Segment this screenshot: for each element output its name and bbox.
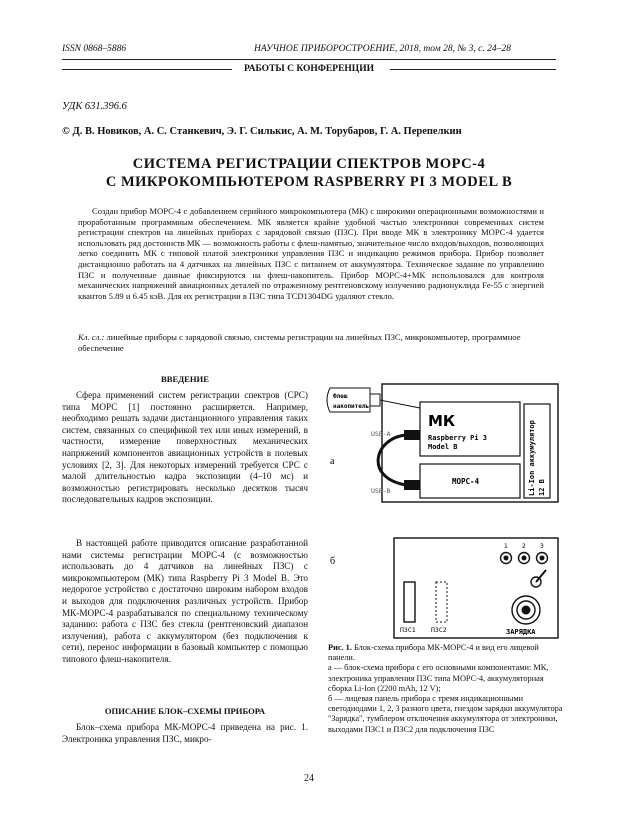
abstract: Создан прибор МОРС-4 с добавлением серийного микрокомпьютера (МК) с широкими операционными возможностями и проработанным программным обеспечением. МК является крайне удобной частью электроники современных систем регистрации спектров на линейных приборах с зарядовой связью (ПЗС). При вводе МК в электронику МОРС-4 удается использовать ряд достоинств МК — возможность работы с флеш-памятью, значительное число входов/выходов, позволяющих легко соединить МК с типовой платой электроники управления ПЗС и индикацию режимов прибора. Прибор позволяет дистанционно работать на 4 датчиках на линейных ПЗС с питанием от аккумулятора. Техническое задание по управлению ПЗС и полученные данные фиксируются на флеш-накопитель. Прибор МОРС-4+МК использовался для контроля механических напряжений авиационных деталей по отраженному рентгеновскому излучению радионуклида Fe-55 с энергией квантов 5.89 и 6.45 кэВ. Для их регистрации в ПЗС типа TCD1304DG удаляют стекло. xyxy=(78,206,544,301)
header-rule xyxy=(62,59,556,60)
usb-a-port xyxy=(404,430,420,440)
caption-text-3: б — лицевая панель прибора с тремя индикационными светодиодами 1, 2, 3 разного цвета, гнездом зарядки аккумулятора "Зарядка", тумблером отключения аккумулятора от электроники, выходами ПЗС1 и ПЗС2 для подключения ПЗС xyxy=(328,694,563,734)
authors: © Д. В. Новиков, А. С. Станкевич, Э. Г. Силькис, А. М. Торубаров, Г. А. Перепелкин xyxy=(62,126,462,137)
flash-label-1: Флеш xyxy=(333,393,348,400)
pzs1-label: ПЗС1 xyxy=(400,626,416,634)
label-b: б xyxy=(330,556,336,567)
keywords-text: линейные приборы с зарядовой связью, системы регистрации на линейных ПЗС, микрокомпьютер, программное обеспечение xyxy=(78,332,521,353)
front-panel xyxy=(394,538,558,638)
block-paragraph-1: Блок–схема прибора МК-МОРС-4 приведена на рис. 1. Электроника управления ПЗС, микро- xyxy=(62,722,308,744)
led-3-label: 3 xyxy=(540,543,544,550)
pzs2-label: ПЗС2 xyxy=(431,626,447,634)
rpi-label-2: Model B xyxy=(428,443,458,451)
figure-caption xyxy=(328,643,564,735)
udk: УДК 631.396.6 xyxy=(62,101,127,112)
title-line-1: СИСТЕМА РЕГИСТРАЦИИ СПЕКТРОВ МОРС-4 xyxy=(132,156,486,172)
charge-jack-icon xyxy=(512,596,540,624)
block-heading: ОПИСАНИЕ БЛОК–СХЕМЫ ПРИБОРА xyxy=(104,706,266,716)
caption-text-2: а — блок-схема прибора с его основными компонентами: МК, электроника управления ПЗС типа МОРС-4, аккумуляторная сборка Li-Ion (2200 mAh, 12 V); xyxy=(328,663,549,693)
led-3-icon xyxy=(537,553,548,564)
keywords xyxy=(78,332,544,353)
issn: ISSN 0868–5886 xyxy=(62,44,127,54)
usb-a-label: USB-A xyxy=(371,430,391,438)
battery-label-2: 12 В xyxy=(538,479,546,496)
intro-paragraph-1: Сфера применений систем регистрации спектров (СРС) типа МОРС [1] постоянно расширяется. Например, необходимо решать задачи дистанционного управления таких систем, связанных со спецификой тех или иных измерений, в частности, измерение поверхностных механических напряжений компонентов авиационных устройств в полевых условиях [2, 3]. Для некоторых измерений требуется СРС с малой длительностью кадра экспозиции (4–10 мс) и возможностью регистрировать несколько десятков тысяч последовательных кадров экспозиции. xyxy=(62,390,308,505)
flash-label-2: накопитель xyxy=(333,403,370,410)
battery-label-1: Li-Ion аккумулятор xyxy=(528,420,536,496)
usb-b-label: USB-B xyxy=(371,487,391,495)
charge-label: ЗАРЯДКА xyxy=(506,628,536,636)
usb-b-port xyxy=(404,480,420,490)
flash-drive xyxy=(327,388,380,412)
led-1-label: 1 xyxy=(504,543,508,550)
figure-1 xyxy=(324,378,564,640)
pzs1-connector xyxy=(404,582,415,622)
led-2-label: 2 xyxy=(522,543,526,550)
intro-paragraph-2: В настоящей работе приводится описание разработанной нами системы регистрации МОРС-4 (с возможностью использовать до 4 датчиков на линейных ПЗС) с микрокомпьютером (МК) типа Raspberry Pi 3 Model B. Это недорогое устройство с достаточно широким набором входов и выходов для подключения различных устройств. Прибор МК-МОРС-4 разрабатывался по специальному техническому заданию: работа с ПЗС без стекла (рентгеновский диапазон излучения), работа с аккумулятором (без подключения к сети), перенос информации в базовый компьютер с помощью типового флеш-накопителя. xyxy=(62,538,308,664)
section-title: РАБОТЫ С КОНФЕРЕНЦИИ xyxy=(0,64,618,74)
led-2-icon xyxy=(519,553,530,564)
mors-label: МОРС-4 xyxy=(452,477,480,486)
caption-text-1: Блок-схема прибора МК-МОРС-4 и вид его лицевой панели. xyxy=(328,643,539,663)
title-line-2: С МИКРОКОМПЬЮТЕРОМ RASPBERRY PI 3 MODEL B xyxy=(105,174,513,190)
led-1-icon xyxy=(501,553,512,564)
label-a: а xyxy=(330,456,335,467)
keywords-label: Кл. сл.: xyxy=(78,332,105,342)
page-number: 24 xyxy=(304,773,314,784)
intro-heading: ВВЕДЕНИЕ xyxy=(161,374,209,384)
rpi-label-1: Raspberry Pi 3 xyxy=(428,434,488,442)
pzs2-connector xyxy=(436,582,447,622)
mk-label: МК xyxy=(428,412,456,430)
caption-title: Рис. 1. xyxy=(328,643,352,652)
journal-info: НАУЧНОЕ ПРИБОРОСТРОЕНИЕ, 2018, том 28, № 3, с. 24–28 xyxy=(254,44,511,54)
